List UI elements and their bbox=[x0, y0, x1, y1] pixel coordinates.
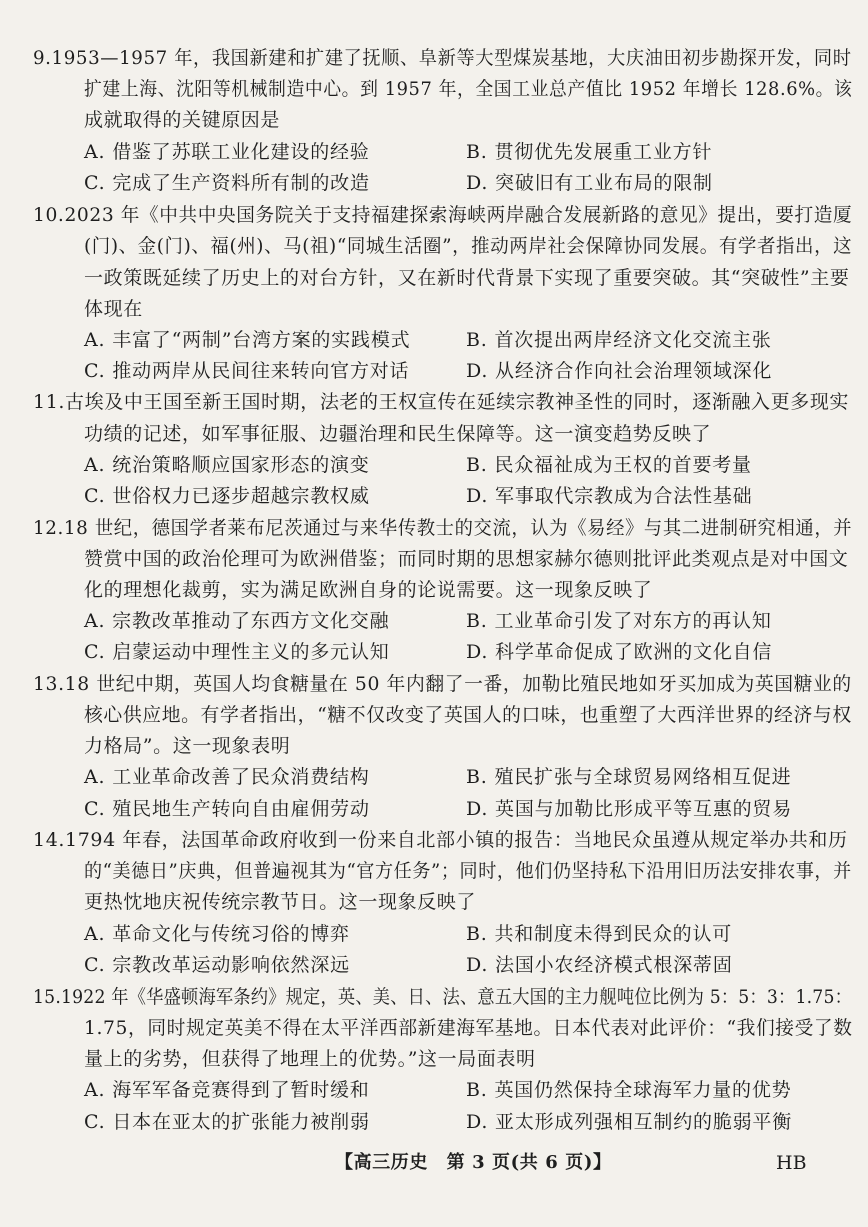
option-d[interactable]: D. 军事取代宗教成为合法性基础 bbox=[466, 485, 753, 507]
paper-code: HB bbox=[776, 1152, 807, 1174]
question-stem-line: 一政策既延续了历史上的对台方针，又在新时代背景下实现了重要突破。其“突破性”主要 bbox=[84, 267, 850, 289]
option-b[interactable]: B. 贯彻优先发展重工业方针 bbox=[466, 141, 713, 163]
option-c[interactable]: C. 宗教改革运动影响依然深远 bbox=[84, 954, 350, 976]
question-stem-line: 1.75，同时规定英美不得在太平洋西部新建海军基地。日本代表对此评价：“我们接受了数 bbox=[84, 1017, 853, 1039]
question-stem-line: 体现在 bbox=[84, 298, 143, 320]
option-b[interactable]: B. 英国仍然保持全球海军力量的优势 bbox=[466, 1079, 792, 1101]
question-stem-line: 更热忱地庆祝传统宗教节日。这一现象反映了 bbox=[84, 891, 477, 913]
question-stem-line: 13.18 世纪中期，英国人均食糖量在 50 年内翻了一番，加勒比殖民地如牙买加成为英国糖业的 bbox=[33, 673, 852, 695]
option-c[interactable]: C. 启蒙运动中理性主义的多元认知 bbox=[84, 641, 390, 663]
option-d[interactable]: D. 突破旧有工业布局的限制 bbox=[466, 172, 713, 194]
option-b[interactable]: B. 首次提出两岸经济文化交流主张 bbox=[466, 329, 772, 351]
question-stem-line: (门)、金(门)、福(州)、马(祖)“同城生活圈”，推动两岸社会保障协同发展。有学者指出，这 bbox=[84, 235, 853, 257]
question-stem-line: 扩建上海、沈阳等机械制造中心。到 1957 年，全国工业总产值比 1952 年增长 128.6%。该 bbox=[84, 78, 853, 100]
option-c[interactable]: C. 完成了生产资料所有制的改造 bbox=[84, 172, 370, 194]
option-a[interactable]: A. 海军军备竞赛得到了暂时缓和 bbox=[84, 1079, 370, 1101]
option-d[interactable]: D. 亚太形成列强相互制约的脆弱平衡 bbox=[466, 1111, 793, 1133]
question-stem-line: 力格局”。这一现象表明 bbox=[84, 735, 291, 757]
question-stem-line: 11.古埃及中王国至新王国时期，法老的王权宣传在延续宗教神圣性的同时，逐渐融入更多现实 bbox=[33, 391, 850, 413]
question-stem-line: 12.18 世纪，德国学者莱布尼茨通过与来华传教士的交流，认为《易经》与其二进制研究相通，并 bbox=[33, 517, 853, 539]
option-d[interactable]: D. 科学革命促成了欧洲的文化自信 bbox=[466, 641, 773, 663]
option-a[interactable]: A. 革命文化与传统习俗的博弈 bbox=[84, 923, 350, 945]
option-a[interactable]: A. 借鉴了苏联工业化建设的经验 bbox=[84, 141, 370, 163]
option-a[interactable]: A. 工业革命改善了民众消费结构 bbox=[84, 766, 370, 788]
question-stem-line: 核心供应地。有学者指出，“糖不仅改变了英国人的口味，也重塑了大西洋世界的经济与权 bbox=[84, 704, 852, 726]
option-d[interactable]: D. 法国小农经济模式根深蒂固 bbox=[466, 954, 733, 976]
option-b[interactable]: B. 民众福祉成为王权的首要考量 bbox=[466, 454, 752, 476]
option-b[interactable]: B. 殖民扩张与全球贸易网络相互促进 bbox=[466, 766, 792, 788]
option-b[interactable]: B. 共和制度未得到民众的认可 bbox=[466, 923, 733, 945]
option-c[interactable]: C. 世俗权力已逐步超越宗教权威 bbox=[84, 485, 370, 507]
question-stem-line: 功绩的记述，如军事征服、边疆治理和民生保障等。这一演变趋势反映了 bbox=[84, 423, 712, 445]
question-stem-line: 成就取得的关键原因是 bbox=[84, 109, 281, 131]
question-stem-line: 化的理想化裁剪，实为满足欧洲自身的论说需要。这一现象反映了 bbox=[84, 579, 653, 601]
question-stem-line: 9.1953—1957 年，我国新建和扩建了抚顺、阜新等大型煤炭基地，大庆油田初步勘探开发，同时 bbox=[33, 47, 852, 69]
option-b[interactable]: B. 工业革命引发了对东方的再认知 bbox=[466, 610, 772, 632]
question-stem-line: 量上的劣势，但获得了地理上的优势。”这一局面表明 bbox=[84, 1048, 536, 1070]
option-d[interactable]: D. 英国与加勒比形成平等互惠的贸易 bbox=[466, 798, 793, 820]
question-stem-line: 赞赏中国的政治伦理可为欧洲借鉴；而同时期的思想家赫尔德则批评此类观点是对中国文 bbox=[84, 548, 849, 570]
question-stem-line: 14.1794 年春，法国革命政府收到一份来自北部小镇的报告：当地民众虽遵从规定举办共和历 bbox=[33, 829, 848, 851]
option-a[interactable]: A. 丰富了“两制”台湾方案的实践模式 bbox=[84, 329, 411, 351]
page-number-label: 【高三历史 第 3 页(共 6 页)】 bbox=[335, 1152, 612, 1173]
option-d[interactable]: D. 从经济合作向社会治理领域深化 bbox=[466, 360, 773, 382]
option-a[interactable]: A. 统治策略顺应国家形态的演变 bbox=[84, 454, 370, 476]
option-c[interactable]: C. 殖民地生产转向自由雇佣劳动 bbox=[84, 798, 370, 820]
option-c[interactable]: C. 推动两岸从民间往来转向官方对话 bbox=[84, 360, 410, 382]
option-a[interactable]: A. 宗教改革推动了东西方文化交融 bbox=[84, 610, 390, 632]
option-c[interactable]: C. 日本在亚太的扩张能力被削弱 bbox=[84, 1111, 370, 1133]
question-stem-line: 的“美德日”庆典，但普遍视其为“官方任务”；同时，他们仍坚持私下沿用旧历法安排农事，并 bbox=[84, 860, 852, 882]
question-stem-line: 10.2023 年《中共中央国务院关于支持福建探索海峡两岸融合发展新路的意见》提出，要打造厦 bbox=[33, 204, 853, 226]
question-stem-line: 15.1922 年《华盛顿海军条约》规定，英、美、日、法、意五大国的主力舰吨位比例为 5：5：3：1.75： bbox=[33, 986, 853, 1008]
